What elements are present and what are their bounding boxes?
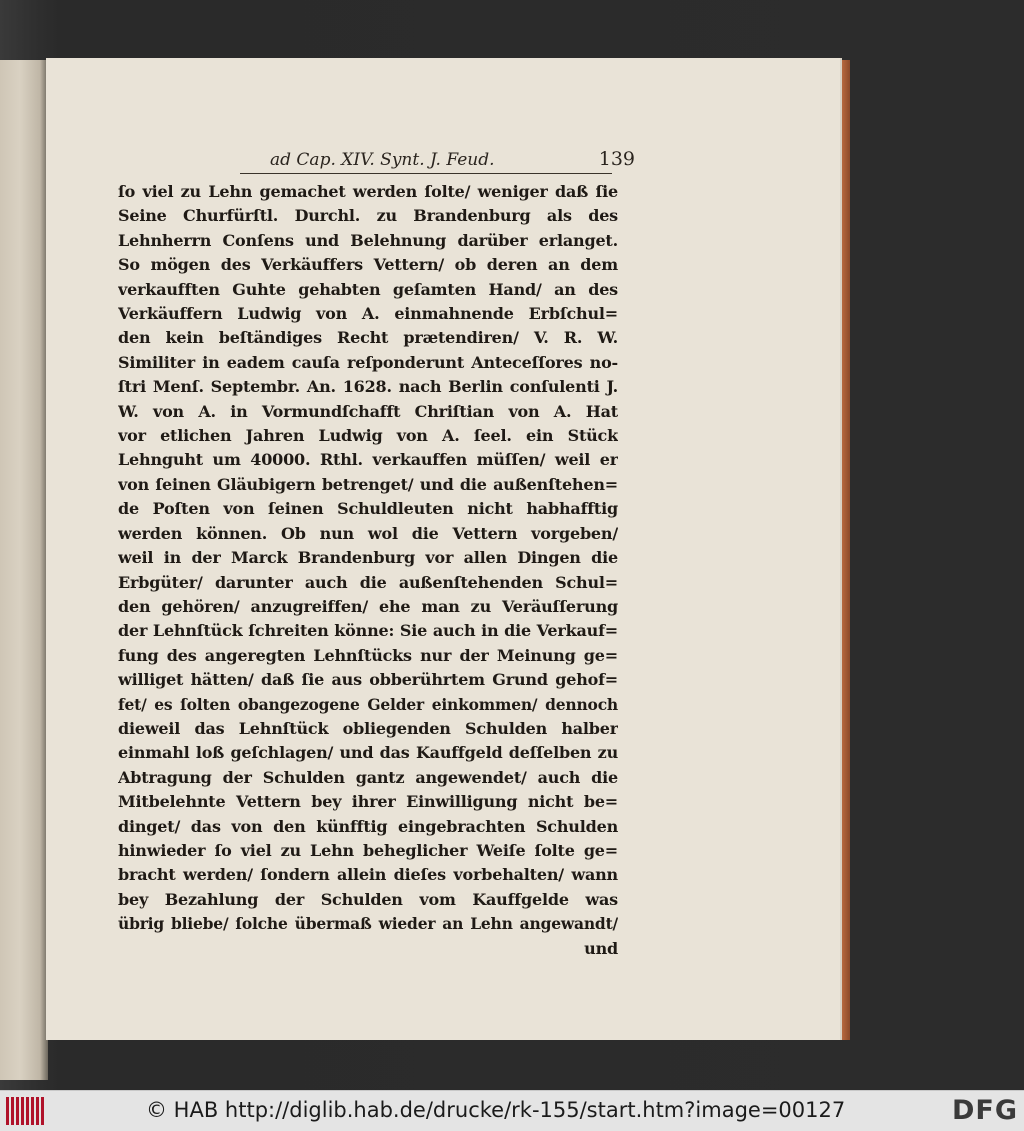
text-line: fet/ es ſolten obangezogene Gelder einkommen/ dennoch: [118, 694, 618, 714]
text-line: Erbgüter/ darunter auch die außenſtehenden Schul=: [118, 572, 618, 592]
text-line: einmahl loß geſchlagen/ und das Kauffgeld deſſelben zu: [118, 743, 618, 763]
text-line: bey Bezahlung der Schulden vom Kauffgelde was: [118, 889, 618, 909]
text-line: So mögen des Verkäuffers Vettern/ ob deren an dem: [118, 255, 618, 275]
header-rule: [240, 173, 612, 174]
body-text: [118, 180, 618, 961]
text-line: williget hätten/ daß ſie aus obberührtem Grund gehof=: [118, 670, 618, 690]
text-line: ſo viel zu Lehn gemachet werden ſolte/ weniger daß ſie: [118, 182, 618, 201]
dfg-logo: DFG: [951, 1095, 1018, 1126]
left-page-edge: [0, 60, 48, 1080]
catchword: und: [584, 938, 618, 958]
text-line: Verkäuffern Ludwig von A. einmahnende Erbſchul=: [118, 304, 618, 324]
text-line: von ſeinen Gläubigern betrenget/ und die außenſtehen=: [118, 474, 618, 494]
copyright-link[interactable]: © HAB http://diglib.hab.de/drucke/rk-155/start.htm?image=00127: [146, 1098, 846, 1122]
text-line: hinwieder ſo viel zu Lehn beheglicher Weiſe ſolte ge=: [118, 840, 618, 860]
text-line: Similiter in eadem cauſa reſponderunt Anteceſſores no-: [118, 352, 618, 372]
text-line: der Lehnſtück ſchreiten könne: Sie auch in die Verkauf=: [118, 621, 618, 641]
running-title: ad Cap. XIV. Synt. J. Feud.: [270, 150, 495, 170]
text-line: Lehnguht um 40000. Rthl. verkauffen müſſen/ weil er: [118, 450, 618, 470]
text-line: übrig bliebe/ ſolche übermaß wieder an Lehn angewandt/: [118, 914, 618, 934]
library-logo-icon: [6, 1097, 46, 1125]
footer-bar: [0, 1090, 1024, 1131]
text-line: Mitbelehnte Vettern bey ihrer Einwilligung nicht be=: [118, 792, 618, 812]
text-line: Abtragung der Schulden gantz angewendet/ auch die: [118, 767, 618, 787]
text-line: bracht werden/ ſondern allein dieſes vorbehalten/ wann: [118, 865, 618, 885]
text-line: Lehnherrn Conſens und Belehnung darüber erlanget.: [118, 230, 618, 250]
text-line: de Poſten von ſeinen Schuldleuten nicht habhafftig: [118, 499, 618, 519]
page-fore-edge: [842, 60, 850, 1040]
text-line: vor etlichen Jahren Ludwig von A. ſeel. ein Stück: [118, 426, 618, 446]
text-line: dinget/ das von den künfftig eingebrachten Schulden: [118, 816, 618, 836]
text-line: den gehören/ anzugreiffen/ ehe man zu Veräuſſerung: [118, 596, 618, 616]
text-line: ſtri Menſ. Septembr. An. 1628. nach Berlin conſulenti J.: [118, 377, 618, 397]
text-line: verkaufften Guhte gehabten geſamten Hand/ an des: [118, 279, 618, 299]
page-number: 139: [598, 148, 635, 170]
text-line: weil in der Marck Brandenburg vor allen Dingen die: [118, 548, 618, 568]
text-line: Seine Churfürſtl. Durchl. zu Brandenburg als des: [118, 206, 618, 226]
text-line: fung des angeregten Lehnſtücks nur der Meinung ge=: [118, 645, 618, 665]
text-line: den kein beſtändiges Recht prætendiren/ V. R. W.: [118, 328, 618, 348]
text-line: W. von A. in Vormundſchafft Chriſtian von A. Hat: [118, 401, 618, 421]
text-line: dieweil das Lehnſtück obliegenden Schulden halber: [118, 718, 618, 738]
text-line: werden können. Ob nun wol die Vettern vorgeben/: [118, 523, 618, 543]
